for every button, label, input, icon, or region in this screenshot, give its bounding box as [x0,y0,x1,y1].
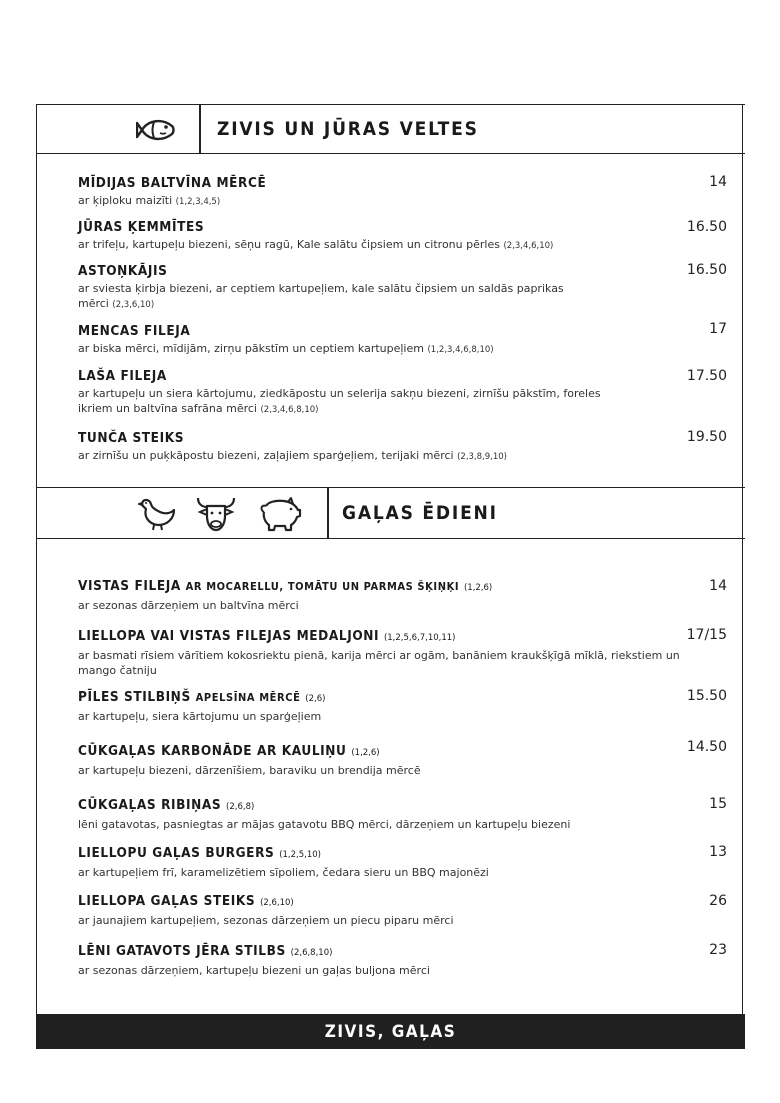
allergen-codes: (1,2,5,10) [279,850,321,860]
allergen-codes: (2,6) [305,694,326,704]
menu-item [78,368,638,418]
item-name: JŪRAS ĶEMMĪTES [78,219,205,235]
menu-item [78,689,728,724]
footer-banner: ZIVIS, GAĻAS [36,1014,745,1049]
allergen-codes: (2,3,4,6,8,10) [260,405,319,415]
allergen-codes: (2,6,8,10) [290,948,333,958]
menu-item [78,430,728,465]
allergen-codes: (1,2,3,4,6,8,10) [427,345,494,355]
item-name: LIELLOPA GAĻAS STEIKS (2,6,10) [78,893,294,909]
item-name: LIELLOPU GAĻAS BURGERS (1,2,5,10) [78,845,321,861]
item-description: ar zirnīšu un puķkāpostu biezeni, zaļajiem sparģeļiem, terijaki mērci (2,3,8,9,10) [78,449,507,462]
item-name: CŪKGAĻAS KARBONĀDE AR KAULIŅU (1,2,6) [78,743,380,759]
item-price: 17 [709,321,727,337]
item-subtitle: AR MOCARELLU, TOMĀTU UN PARMAS ŠĶIŅĶI [185,580,460,593]
item-price: 17.50 [686,368,727,384]
item-name: VISTAS FILEJA AR MOCARELLU, TOMĀTU UN PARMAS ŠĶIŅĶI (1,2,6) [78,578,493,594]
menu-item [78,263,578,313]
allergen-codes: (1,2,3,4,5) [175,197,221,207]
item-price: 17/15 [686,627,727,643]
item-price: 14.50 [686,739,727,755]
menu-item [78,323,728,358]
item-price: 26 [709,893,727,909]
item-description: ar kartupeļu un siera kārtojumu, ziedkāpostu un selerija sakņu biezeni, zirnīšu pākstīm, foreles ikriem un baltvīna safrāna mērci (2,3,4,6,8,10) [78,387,601,415]
item-description: ar basmati rīsiem vārītiem kokosriektu pienā, karija mērci ar ogām, banāniem kraukšķīgā mīklā, riekstiem un mango čatniju [78,649,680,677]
allergen-codes: (2,3,8,9,10) [457,452,507,462]
item-description: ar kartupeļu, siera kārtojumu un sparģeļiem [78,710,322,723]
item-name: MENCAS FILEJA [78,323,191,339]
header-divider [199,105,201,153]
item-description: ar kartupeļu biezeni, dārzenīšiem, baraviku un brendija mērcē [78,764,421,777]
item-price: 19.50 [686,429,727,445]
item-price: 23 [709,942,727,958]
item-price: 15.50 [686,688,727,704]
allergen-codes: (1,2,6) [463,583,493,593]
item-description: ar sviesta ķirbja biezeni, ar ceptiem kartupeļiem, kale salātu čipsiem un saldās paprikas mērci (2,3,6,10) [78,282,564,310]
item-description: ar jaunajiem kartupeļiem, sezonas dārzeņiem un piecu piparu mērci [78,914,454,927]
item-name: PĪLES STILBIŅŠ APELSĪNA MĒRCĒ (2,6) [78,689,326,705]
menu-item [78,797,728,832]
item-price: 15 [709,796,727,812]
item-price: 14 [709,174,727,190]
menu-item [78,845,728,880]
section-title: ZIVIS UN JŪRAS VELTES [217,118,479,140]
item-name: ASTOŅKĀJIS [78,263,168,279]
header-divider [327,488,329,538]
menu-item [78,175,728,210]
item-description: ar trifeļu, kartupeļu biezeni, sēņu ragū, Kale salātu čipsiem un citronu pērles (2,3,4,6,10) [78,238,554,251]
fish-icon [136,114,180,146]
item-price: 14 [709,578,727,594]
item-price: 16.50 [686,219,727,235]
item-name: CŪKGAĻAS RIBIŅAS (2,6,8) [78,797,255,813]
menu-item [78,893,728,928]
item-name: LIELLOPA VAI VISTAS FILEJAS MEDALJONI (1,2,5,6,7,10,11) [78,628,456,644]
allergen-codes: (1,2,6) [351,748,380,758]
allergen-codes: (2,3,6,10) [112,300,155,310]
item-price: 16.50 [686,262,727,278]
menu-item [78,578,728,613]
cow-icon [194,494,238,534]
menu-item [78,743,728,778]
item-subtitle: APELSĪNA MĒRCĒ [195,691,301,704]
item-name: LAŠA FILEJA [78,368,167,384]
item-description: ar ķiploku maizīti (1,2,3,4,5) [78,194,221,207]
allergen-codes: (2,6,10) [260,898,294,908]
section-header-fish [36,104,745,154]
section-title: GAĻAS ĒDIENI [342,502,498,524]
item-description: ar kartupeļiem frī, karamelizētiem sīpoliem, čedara sieru un BBQ majonēzi [78,866,489,879]
section-header-meat [36,487,745,539]
pig-icon [258,496,302,532]
item-name: MĪDIJAS BALTVĪNA MĒRCĒ [78,175,267,191]
item-name: TUNČA STEIKS [78,430,185,446]
item-description: ar sezonas dārzeņiem un baltvīna mērci [78,599,299,612]
allergen-codes: (1,2,5,6,7,10,11) [383,633,456,643]
item-description: ar sezonas dārzeņiem, kartupeļu biezeni un gaļas buljona mērci [78,964,430,977]
item-description: lēni gatavotas, pasniegtas ar mājas gatavotu BBQ mērci, dārzeņiem un kartupeļu biezeni [78,818,571,831]
menu-item [78,628,683,678]
chicken-icon [138,496,178,532]
allergen-codes: (2,6,8) [226,802,255,812]
allergen-codes: (2,3,4,6,10) [503,241,554,251]
item-name: LĒNI GATAVOTS JĒRA STILBS (2,6,8,10) [78,943,333,959]
menu-item [78,943,728,978]
item-price: 13 [709,844,727,860]
menu-item [78,219,728,254]
item-description: ar biska mērci, mīdijām, zirņu pākstīm un ceptiem kartupeļiem (1,2,3,4,6,8,10) [78,342,494,355]
